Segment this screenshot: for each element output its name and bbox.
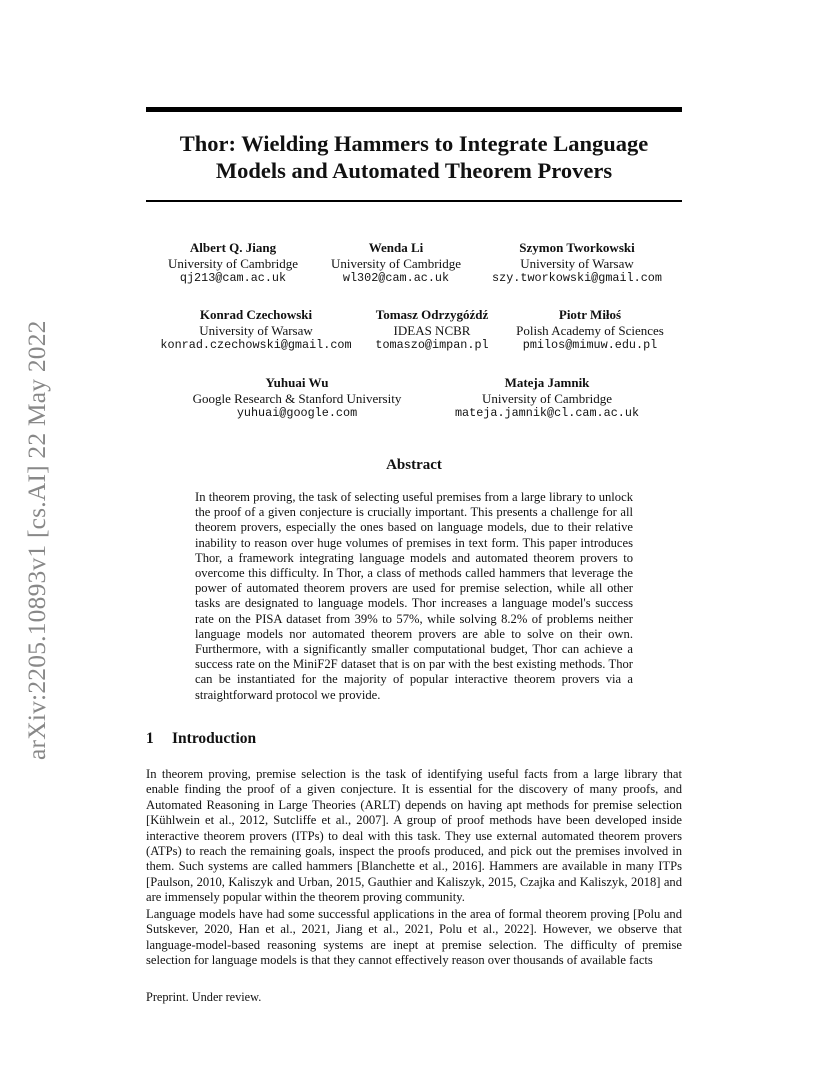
- author-block: [492, 240, 662, 287]
- intro-paragraph: Language models have had some successful applications in the area of formal theorem proving [Polu and Sutskever, 2020, Han et al., 2021, Jiang et al., 2021, Polu et al., 2022]. However, we observe that language-model-based reasoning systems are inept at premise selection. The difficulty of premise selection for language models is that they cannot effectively reason over thousands of available facts: [146, 907, 682, 968]
- author-affiliation: University of Cambridge: [331, 255, 461, 271]
- author-name: Wenda Li: [368, 240, 424, 255]
- author-affiliation: University of Warsaw: [199, 322, 313, 338]
- author-block: [516, 307, 664, 354]
- section-heading: [146, 730, 256, 748]
- author-email: tomaszo@impan.pl: [375, 338, 489, 352]
- author-name: Konrad Czechowski: [199, 307, 313, 322]
- author-email: wl302@cam.ac.uk: [342, 271, 450, 285]
- author-affiliation: University of Warsaw: [520, 255, 634, 271]
- preprint-note: Preprint. Under review.: [146, 990, 262, 1004]
- author-email: mateja.jamnik@cl.cam.ac.uk: [454, 406, 640, 420]
- author-name: Piotr Miłoś: [558, 307, 622, 322]
- author-name: Szymon Tworkowski: [519, 240, 635, 255]
- paper-title: Thor: Wielding Hammers to Integrate Language Models and Automated Theorem Provers: [179, 131, 649, 183]
- title-top-rule: [146, 107, 682, 112]
- arxiv-identifier: arXiv:2205.10893v1 [cs.AI] 22 May 2022: [22, 320, 51, 760]
- author-affiliation: IDEAS NCBR: [393, 322, 471, 338]
- author-affiliation: Polish Academy of Sciences: [516, 322, 664, 338]
- author-email: szy.tworkowski@gmail.com: [492, 271, 662, 285]
- author-affiliation: Google Research & Stanford University: [192, 390, 402, 406]
- intro-paragraph: In theorem proving, premise selection is the task of identifying useful facts from a large library that enable finding the proof of a given conjecture. It is essential for the discovery of many proofs, and Automated Reasoning in Large Theories (ARLT) depends on having apt methods for premise selection [Kühlwein et al., 2012, Sutcliffe et al., 2007]. A group of proof methods have been developed inside interactive theorem provers (ITPs) to deal with this task. They use external automated theorem provers (ATPs) to reach the remaining goals, inspect the proofs produced, and pick out the premises involved in them. Such systems are called hammers [Blanchette et al., 2016]. Hammers are available in many ITPs [Paulson, 2010, Kaliszyk and Urban, 2015, Gauthier and Kaliszyk, 2015, Czajka and Kaliszyk, 2018] and are immensely popular within the theorem proving community.: [146, 767, 682, 905]
- abstract-text: In theorem proving, the task of selecting useful premises from a large library to unlock the proof of a given conjecture is crucially important. This presents a challenge for all theorem provers, especially the ones based on language models, due to their relative inability to reason over huge volumes of premises in text form. This paper introduces Thor, a framework integrating language models and automated theorem provers to overcome this difficulty. In Thor, a class of methods called hammers that leverage the power of automated theorem provers are used for premise selection, while all other tasks are designated to language models. Thor increases a language model's success rate on the PISA dataset from 39% to 57%, while solving 8.2% of problems neither language models nor automated theorem provers are able to solve on their own. Furthermore, with a significantly smaller computational budget, Thor can achieve a success rate on the MiniF2F dataset that is on par with the best existing methods. Thor can be instantiated for the majority of popular interactive theorem provers via a straightforward protocol we provide.: [195, 490, 633, 702]
- author-name: Mateja Jamnik: [504, 375, 590, 390]
- author-affiliation: University of Cambridge: [168, 255, 298, 271]
- author-email: yuhuai@google.com: [236, 406, 358, 420]
- author-block: [375, 307, 488, 354]
- author-block: [331, 240, 461, 287]
- author-name: Yuhuai Wu: [265, 375, 329, 390]
- author-block: [160, 307, 351, 354]
- author-block: [193, 375, 402, 422]
- author-email: pmilos@mimuw.edu.pl: [522, 338, 658, 352]
- author-email: konrad.czechowski@gmail.com: [160, 338, 352, 352]
- author-block: [168, 240, 298, 287]
- author-affiliation: University of Cambridge: [482, 390, 612, 406]
- section-number: 1: [146, 730, 154, 747]
- author-name: Albert Q. Jiang: [189, 240, 277, 255]
- abstract-heading: Abstract: [386, 457, 442, 473]
- author-email: qj213@cam.ac.uk: [179, 271, 287, 285]
- author-block: [455, 375, 639, 422]
- section-title: Introduction: [172, 730, 257, 747]
- title-bottom-rule: [146, 200, 682, 202]
- author-name: Tomasz Odrzygóźdź: [375, 307, 489, 322]
